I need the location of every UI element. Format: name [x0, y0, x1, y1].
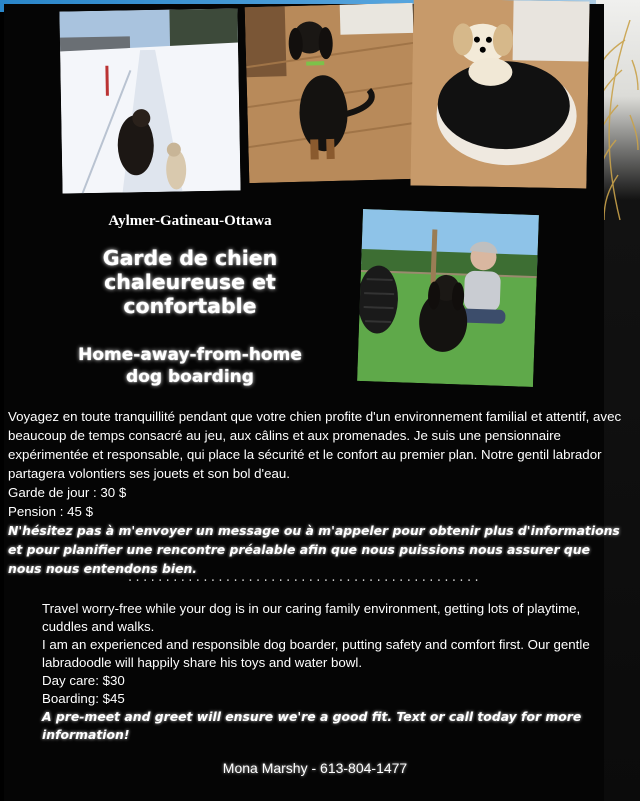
title-french	[60, 246, 320, 318]
photo-woman-with-dog	[357, 209, 539, 387]
photo-dogs-in-snow	[59, 8, 240, 193]
title-english	[40, 344, 340, 388]
contact-info: Mona Marshy - 613-804-1477	[222, 760, 408, 776]
dotted-divider: ...............................................	[128, 570, 483, 584]
french-paragraph: Voyagez en toute tranquillité pendant que votre chien profite d'un environnement familial et attentif, avec beaucoup de temps consacré au jeu, aux câlins et aux promenades. Je suis une pensionnaire expérimentée et responsable, qui place la sécurité et le confort au premier plan. Notre gentil labrador partagera volontiers ses jouets et son bol d'eau.	[8, 409, 622, 481]
title-french-line: chaleureuse et	[104, 270, 276, 294]
title-english-line: dog boarding	[126, 367, 254, 387]
english-daycare-price: Day care: $30	[42, 673, 125, 688]
title-french-line: confortable	[123, 294, 257, 318]
french-daycare-price: Garde de jour : 30 $	[8, 485, 127, 500]
english-boarding-price: Boarding: $45	[42, 691, 125, 706]
french-description	[8, 407, 622, 578]
title-french-line: Garde de chien	[102, 246, 278, 270]
location-heading: Aylmer-Gatineau-Ottawa	[108, 213, 272, 229]
english-description	[42, 600, 602, 744]
english-paragraph-1: Travel worry-free while your dog is in our caring family environment, getting lots of playtime, cuddles and walks.	[42, 601, 581, 634]
photo-white-dog-on-bed	[410, 0, 589, 189]
english-paragraph-2: I am an experienced and responsible dog boarder, putting safety and comfort first. Our gentle labradoodle will happily share his toys and water bowl.	[42, 637, 590, 670]
english-call-to-action: A pre-meet and greet will ensure we're a good fit. Text or call today for more information!	[42, 709, 582, 742]
photo-black-dog-on-floor	[245, 3, 418, 183]
title-english-line: Home-away-from-home	[78, 345, 302, 365]
french-call-to-action: N'hésitez pas à m'envoyer un message ou à m'appeler pour obtenir plus d'informations et pour planifier une rencontre préalable afin que nous puissions nous assurer que nous nous entendons bien.	[8, 523, 620, 576]
french-boarding-price: Pension : 45 $	[8, 504, 94, 519]
